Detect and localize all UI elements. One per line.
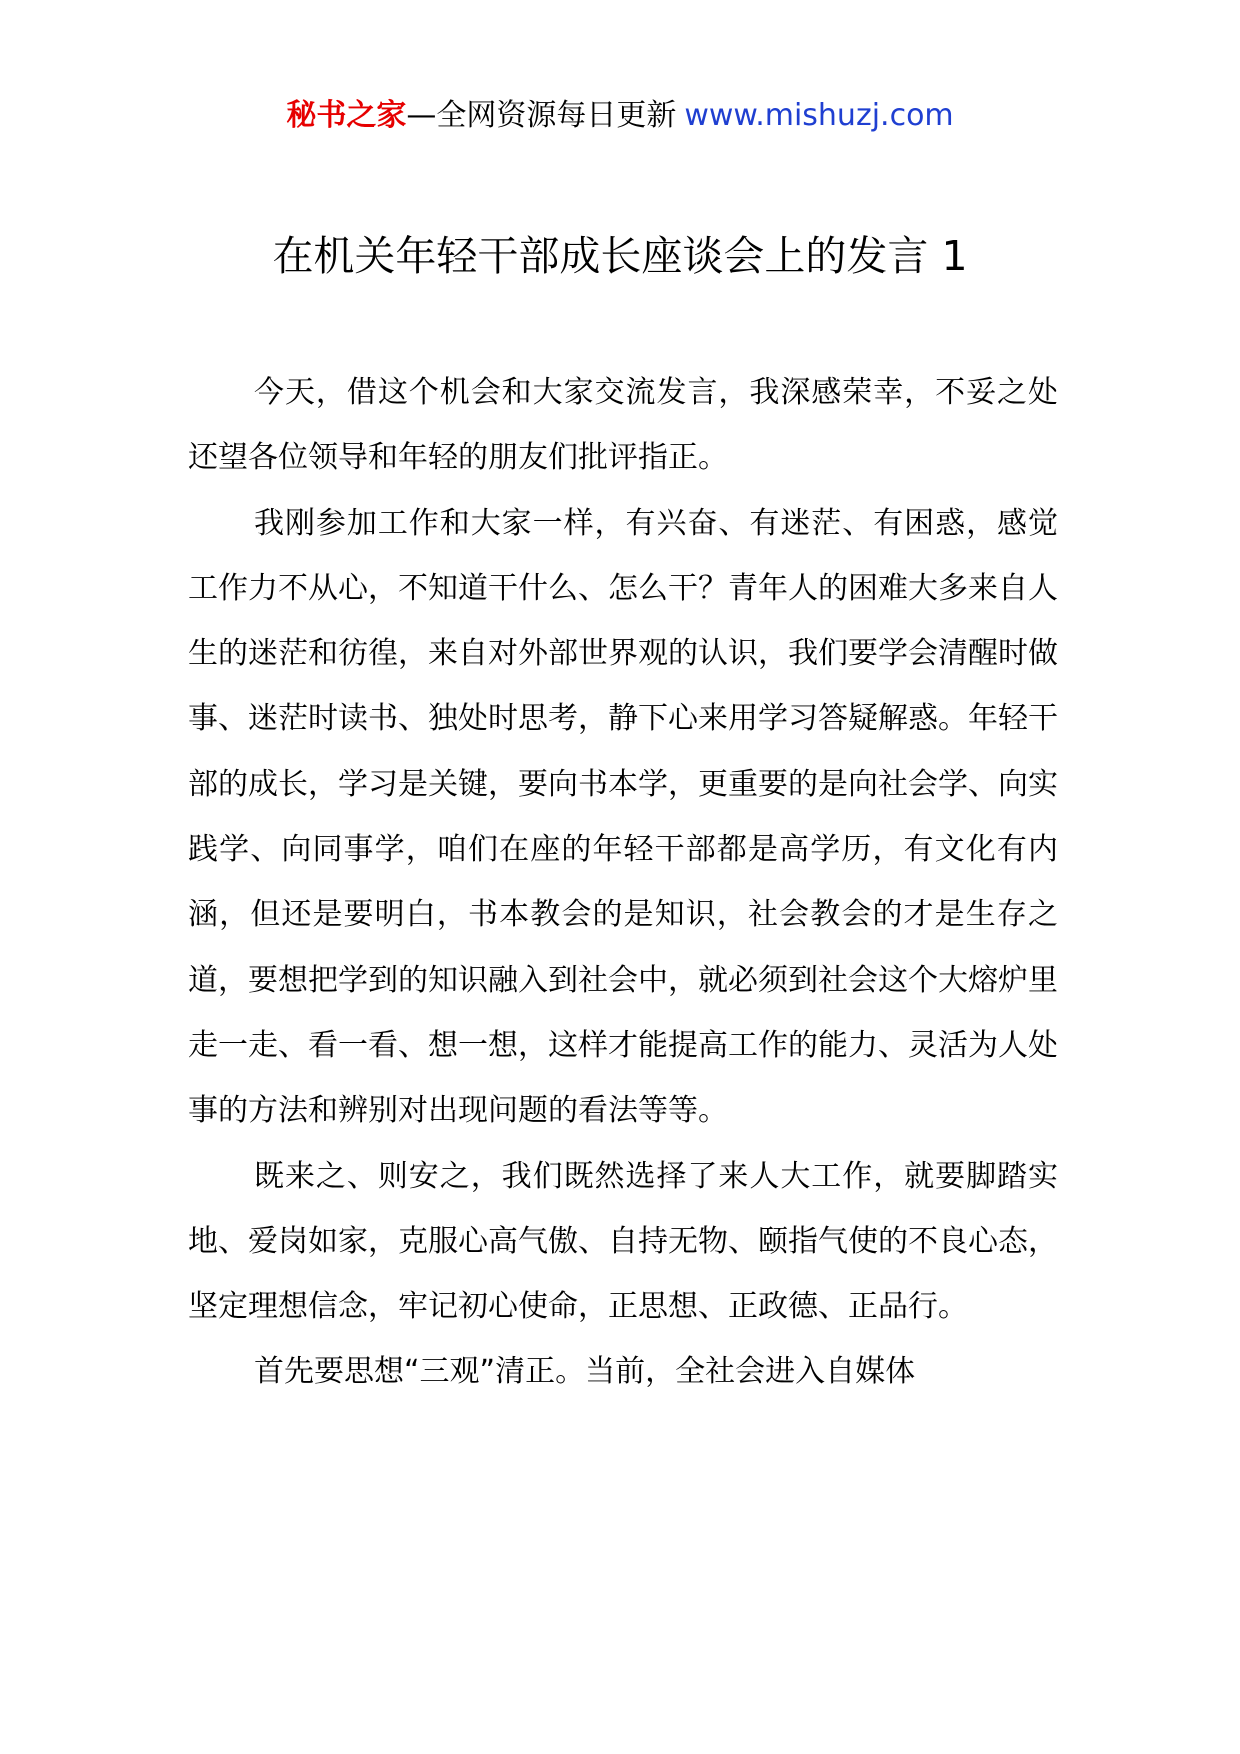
site-tagline: —全网资源每日更新	[406, 98, 677, 133]
paragraph-2: 我刚参加工作和大家一样，有兴奋、有迷茫、有困惑，感觉工作力不从心，不知道干什么、怎么干？青年人的困难大多来自人生的迷茫和彷徨，来自对外部世界观的认识，我们要学会清醒时做事、迷茫时读书、独处时思考，静下心来用学习答疑解惑。年轻干部的成长，学习是关键，要向书本学，更重要的是向社会学、向实践学、向同事学，咱们在座的年轻干部都是高学历，有文化有内涵，但还是要明白，书本教会的是知识，社会教会的才是生存之道，要想把学到的知识融入到社会中，就必须到社会这个大熔炉里走一走、看一看、想一想，这样才能提高工作的能力、灵活为人处事的方法和辨别对出现问题的看法等等。	[188, 505, 1058, 1129]
site-url-link[interactable]: www.mishuzj.com	[684, 98, 954, 133]
paragraph-1: 今天，借这个机会和大家交流发言，我深感荣幸，不妥之处还望各位领导和年轻的朋友们批评指正。	[188, 375, 1058, 476]
site-header	[0, 96, 1240, 136]
document-body	[188, 360, 1058, 1405]
paragraph-4: 首先要思想“三观”清正。当前，全社会进入自媒体	[254, 1354, 916, 1390]
document-title: 在机关年轻干部成长座谈会上的发言 1	[272, 232, 968, 280]
site-brand: 秘书之家	[286, 98, 407, 133]
paragraph-3: 既来之、则安之，我们既然选择了来人大工作，就要脚踏实地、爱岗如家，克服心高气傲、自持无物、颐指气使的不良心态，坚定理想信念，牢记初心使命，正思想、正政德、正品行。	[188, 1158, 1058, 1325]
